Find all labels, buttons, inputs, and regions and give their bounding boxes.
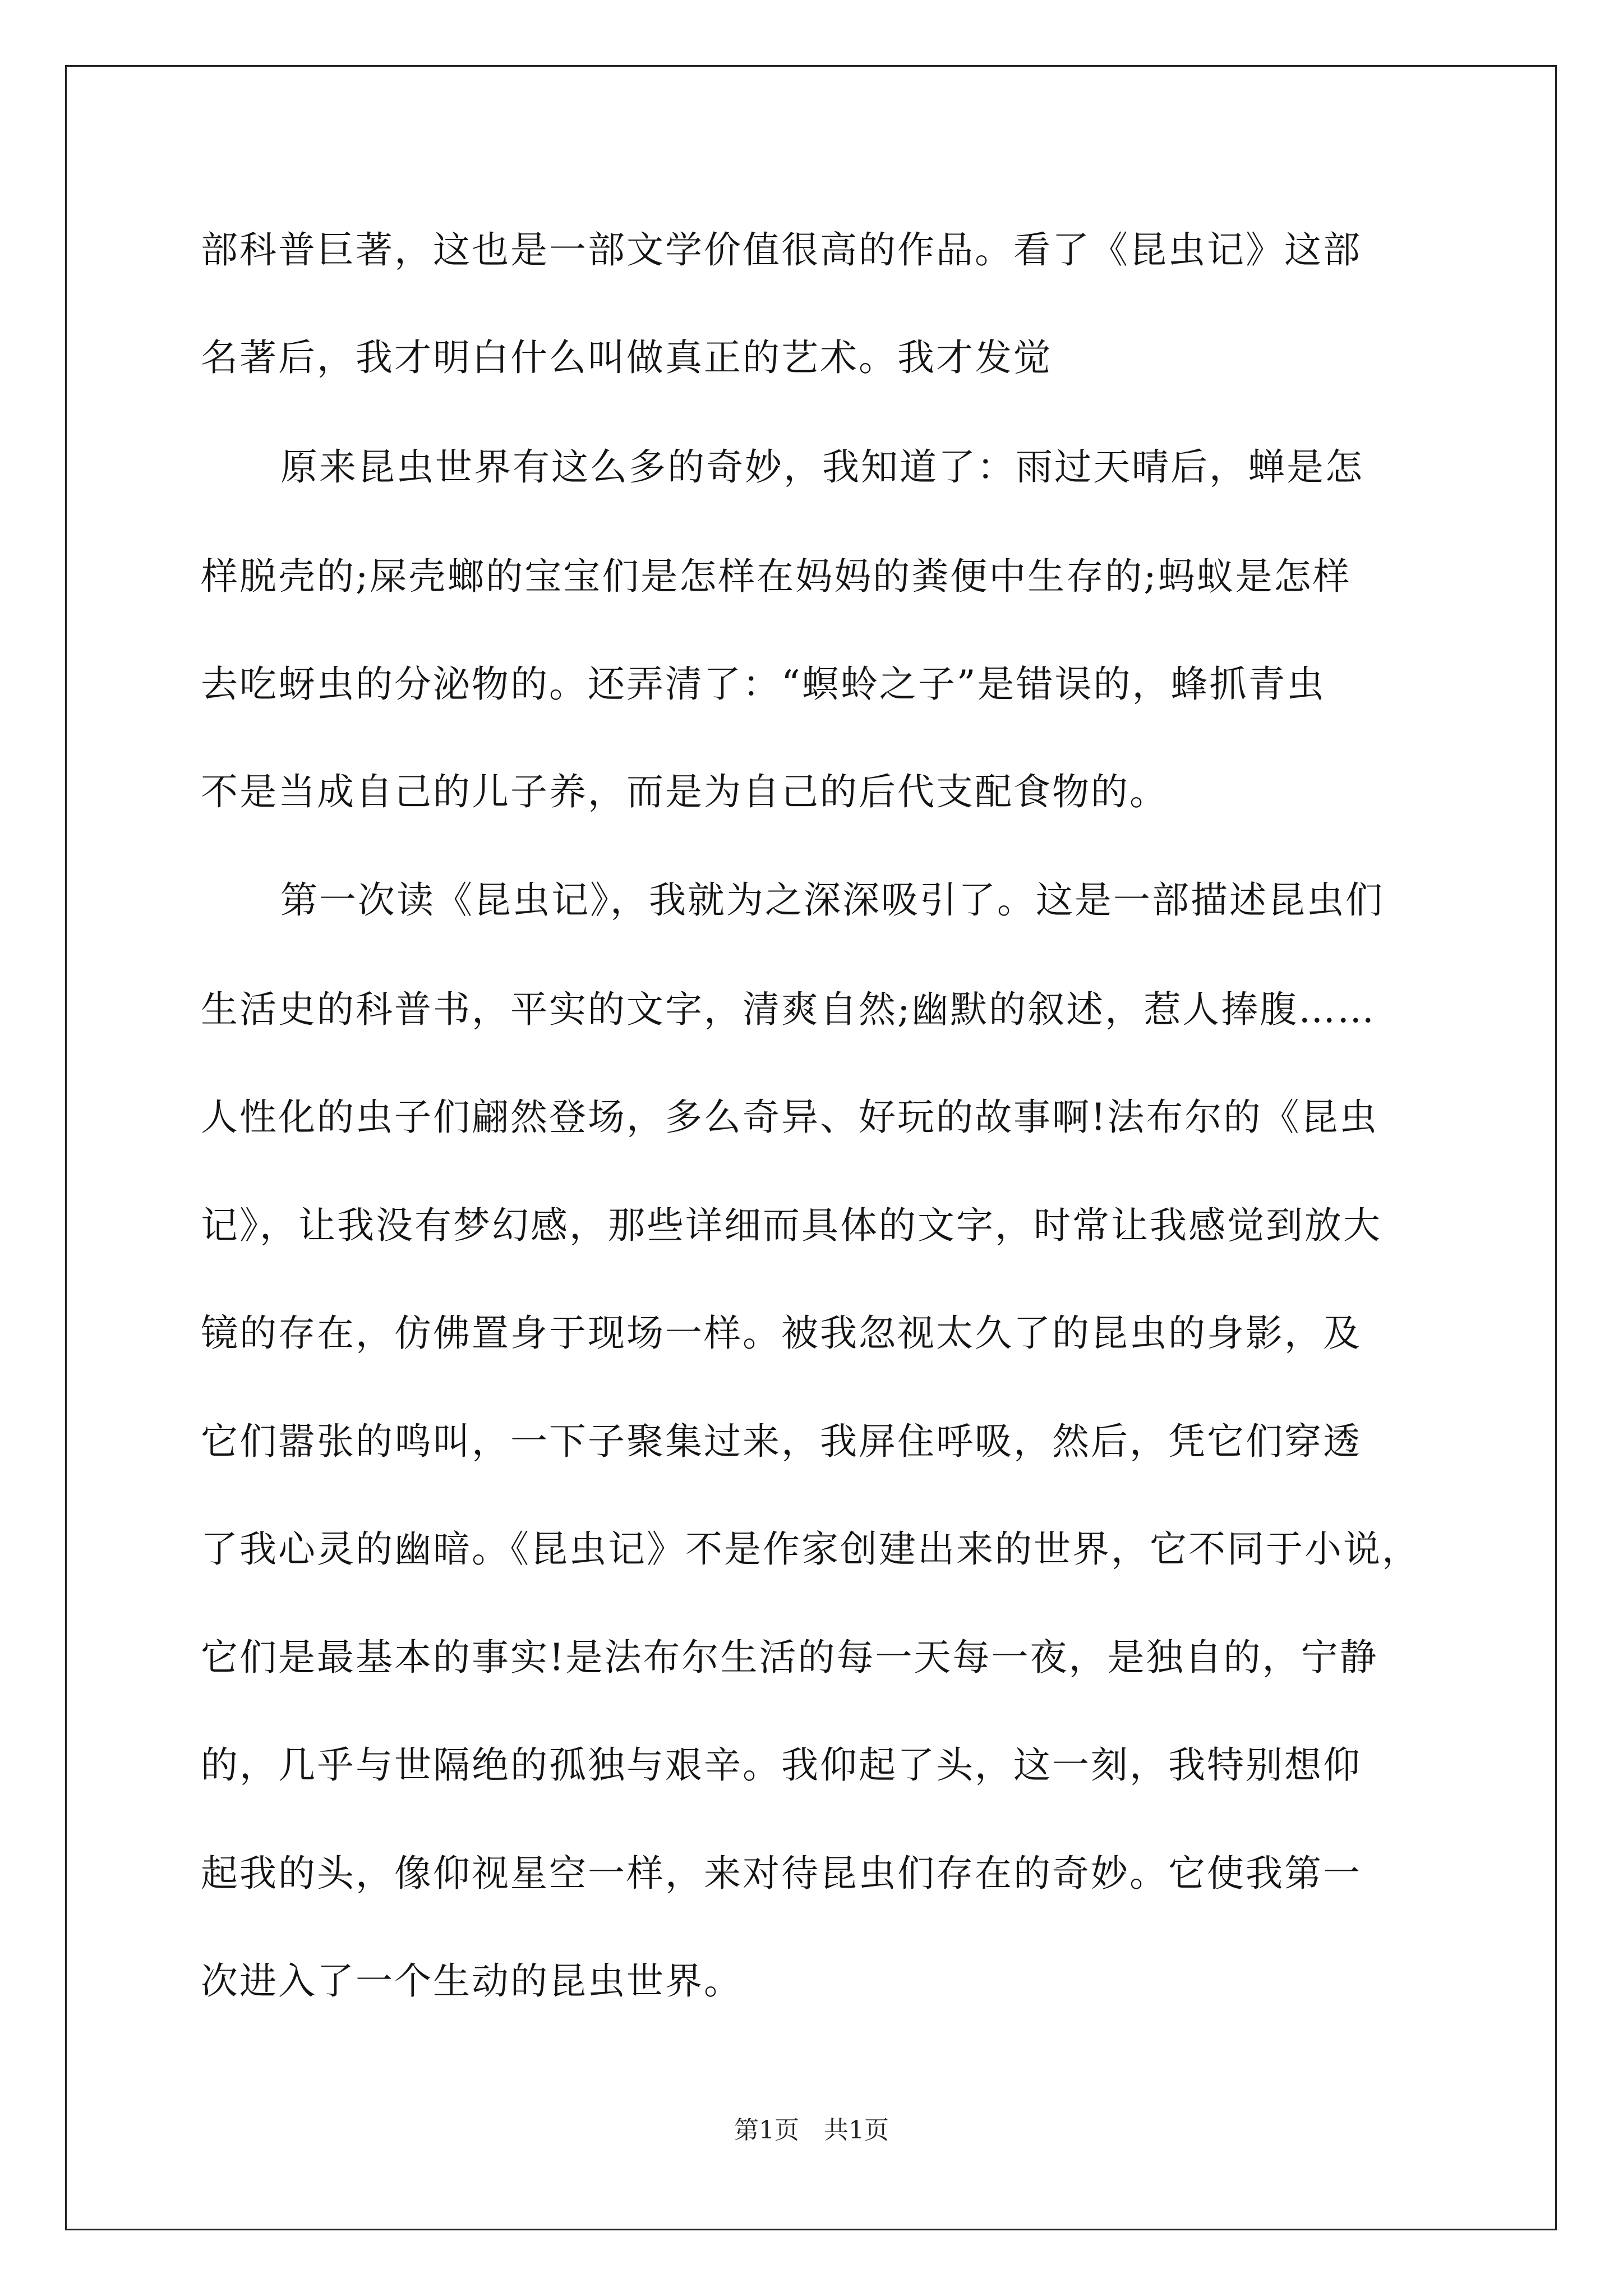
text-line: 去吃蚜虫的分泌物的。还弄清了：“螟蛉之子”是错误的，蜂抓青虫	[201, 662, 1326, 706]
page-border	[65, 65, 1557, 2230]
text-line: 的，几乎与世隔绝的孤独与艰辛。我仰起了头，这一刻，我特别想仰	[201, 1743, 1362, 1787]
text-line: 它们是最基本的事实!是法布尔生活的每一天每一夜，是独自的，宁静	[201, 1636, 1378, 1679]
text-line: 原来昆虫世界有这么多的奇妙，我知道了：雨过天晴后，蝉是怎	[280, 445, 1364, 489]
text-line: 生活史的科普书，平实的文字，清爽自然;幽默的叙述，惹人捧腹……	[201, 988, 1376, 1031]
text-line: 样脱壳的;屎壳螂的宝宝们是怎样在妈妈的粪便中生存的;蚂蚁是怎样	[201, 555, 1352, 598]
text-line: 记》，让我没有梦幻感，那些详细而具体的文字，时常让我感觉到放大	[201, 1204, 1382, 1247]
text-line: 次进入了一个生动的昆虫世界。	[201, 1959, 743, 2003]
text-line: 起我的头，像仰视星空一样，来对待昆虫们存在的奇妙。它使我第一	[201, 1852, 1362, 1895]
text-line: 第一次读《昆虫记》，我就为之深深吸引了。这是一部描述昆虫们	[280, 878, 1384, 922]
text-line: 人性化的虫子们翩然登场，多么奇异、好玩的故事啊!法布尔的《昆虫	[201, 1096, 1378, 1139]
text-line: 不是当成自己的儿子养，而是为自己的后代支配食物的。	[201, 770, 1168, 813]
text-line: 部科普巨著，这也是一部文学价值很高的作品。看了《昆虫记》这部	[201, 228, 1362, 272]
text-line: 它们嚣张的鸣叫，一下子聚集过来，我屏住呼吸，然后，凭它们穿透	[201, 1420, 1362, 1463]
page-number-footer: 第1页 共1页	[734, 2116, 889, 2145]
text-line: 了我心灵的幽暗。《昆虫记》不是作家创建出来的世界，它不同于小说，	[201, 1527, 1421, 1571]
text-line: 名著后，我才明白什么叫做真正的艺术。我才发觉	[201, 336, 1052, 379]
text-line: 镜的存在，仿佛置身于现场一样。被我忽视太久了的昆虫的身影，及	[201, 1312, 1362, 1355]
